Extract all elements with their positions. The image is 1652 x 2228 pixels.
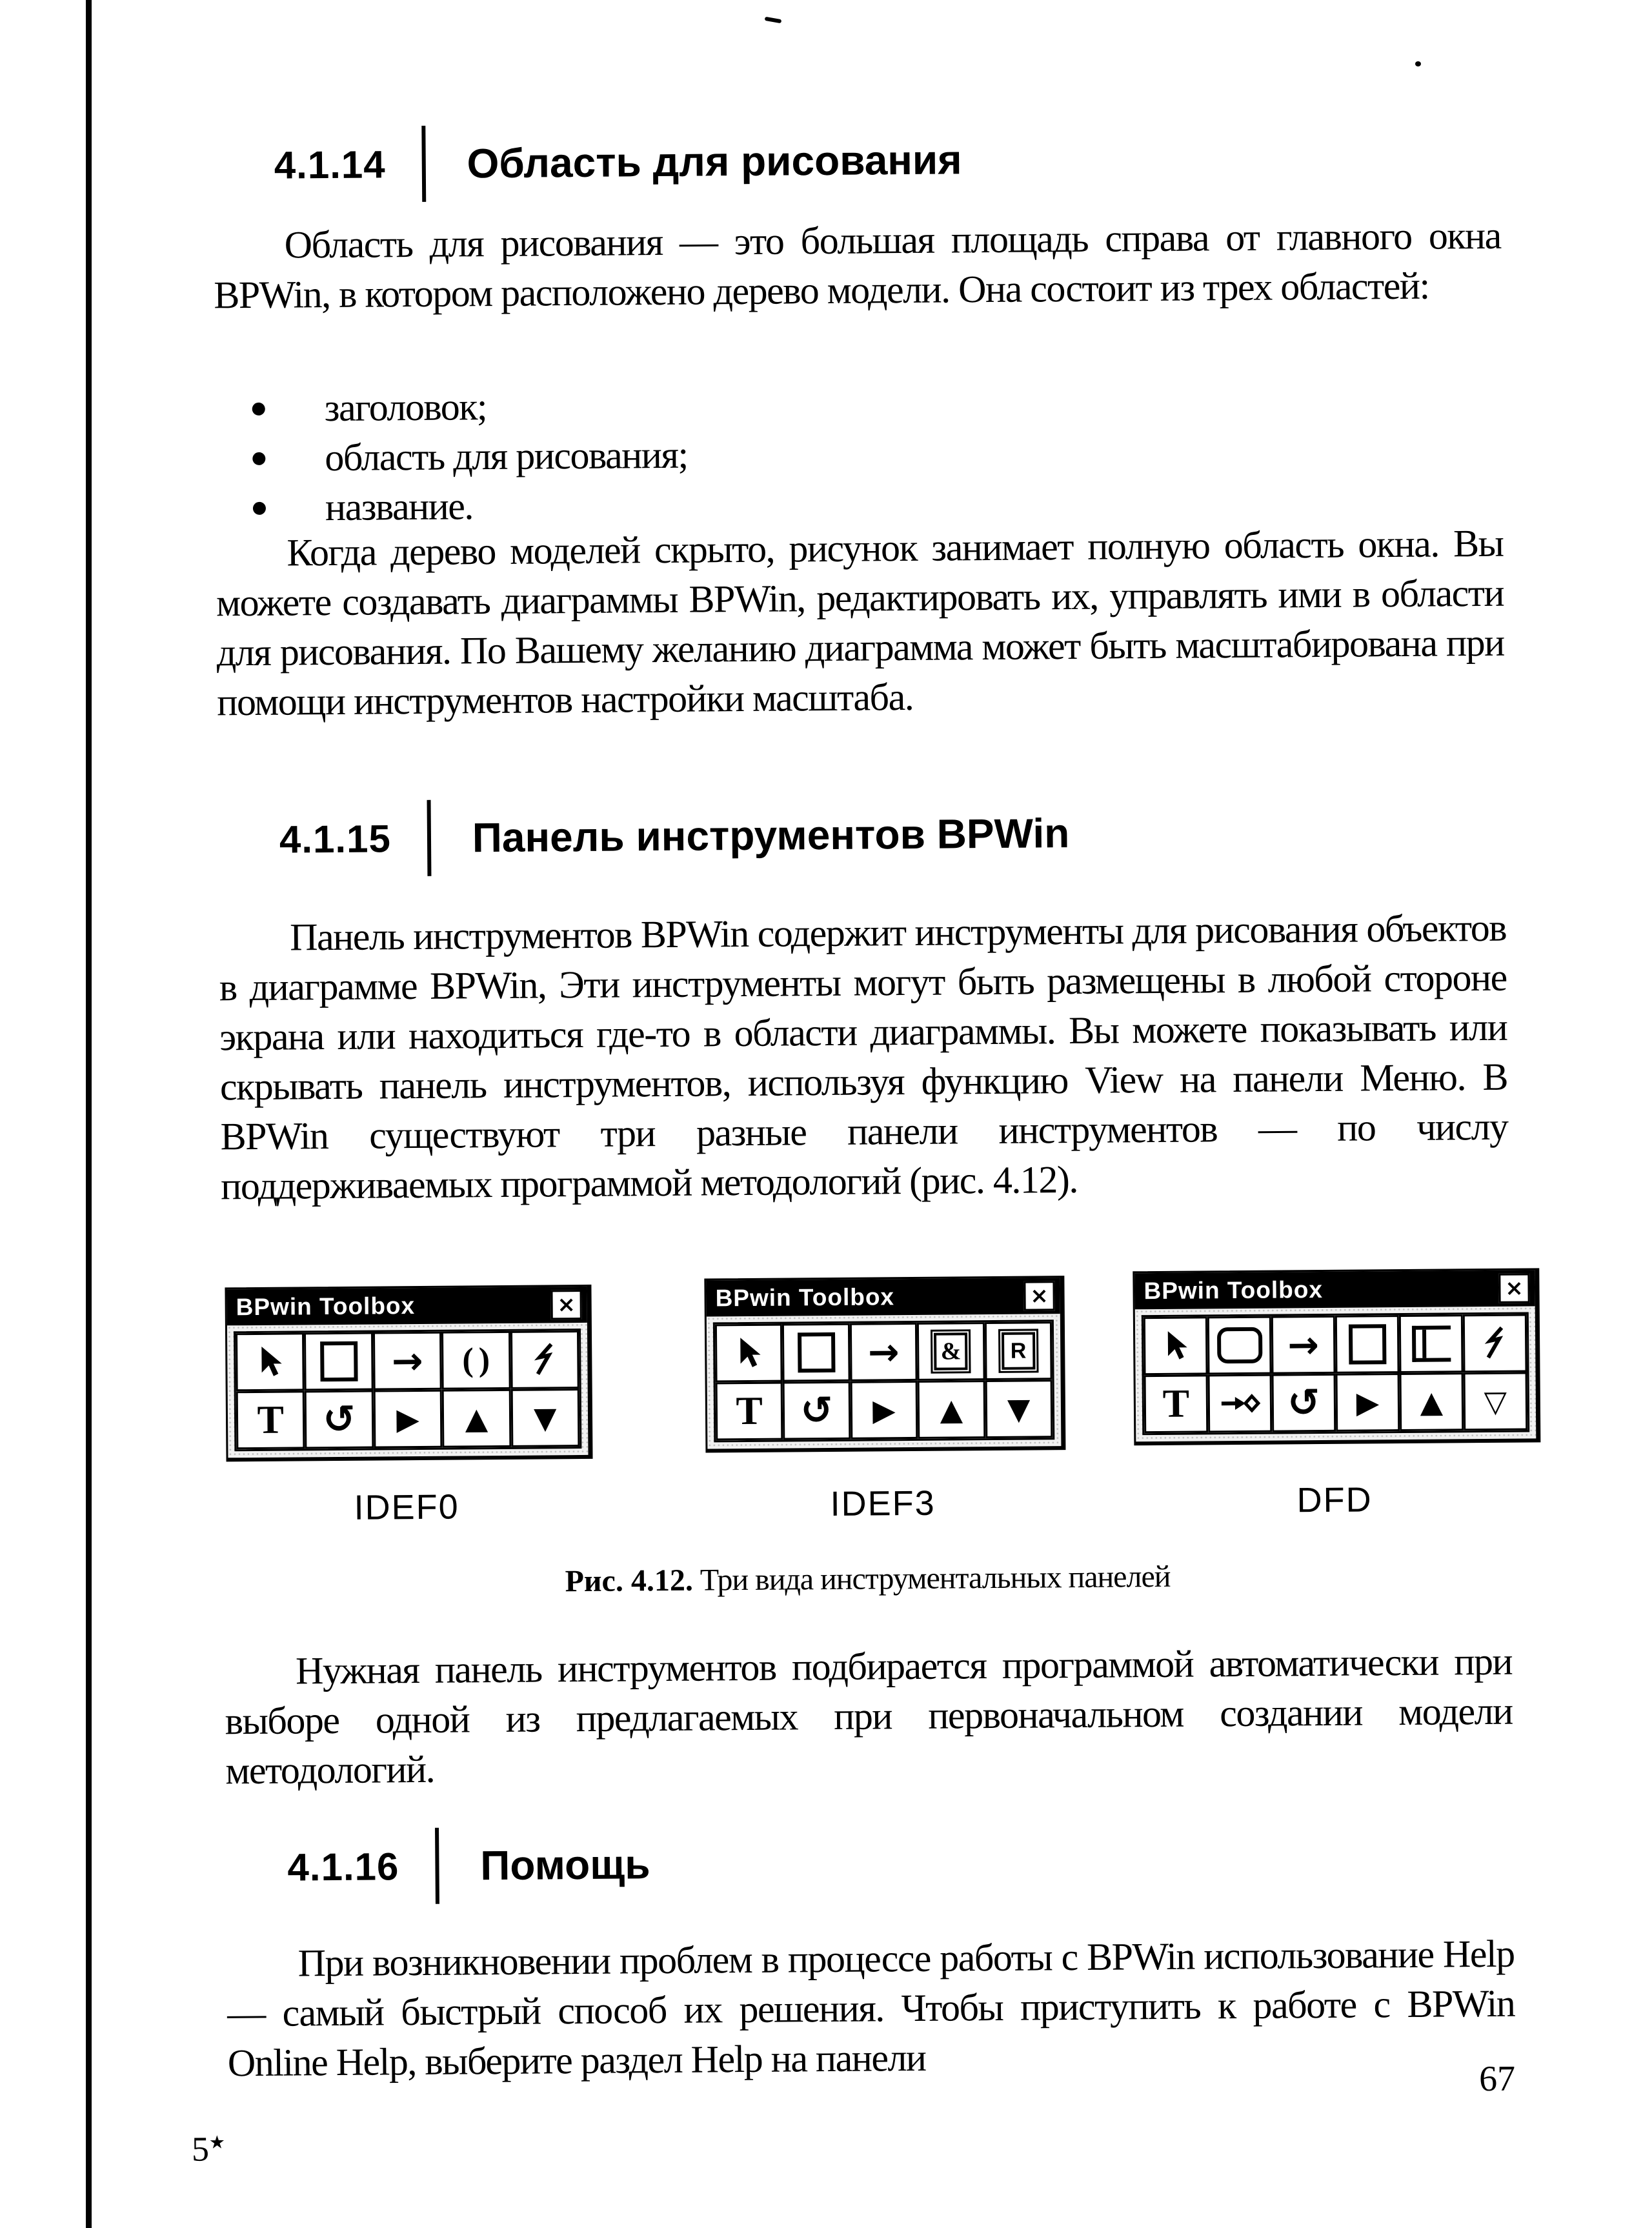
go-down-button <box>510 1389 579 1447</box>
text-tool-button <box>236 1390 305 1449</box>
arrow-diamond-icon <box>1219 1390 1260 1417</box>
go-up-button <box>442 1389 511 1448</box>
bullet-list <box>214 374 1503 534</box>
box-icon <box>320 1341 358 1381</box>
text-tool-icon: T <box>1162 1381 1190 1426</box>
section-title: Панель инструментов BPWin <box>472 810 1070 861</box>
pointer-icon <box>256 1345 284 1380</box>
figure-label-dfd: DFD <box>1296 1480 1373 1520</box>
triangle-up-icon: ▲ <box>940 1392 963 1427</box>
pointer-icon <box>734 1336 763 1370</box>
data-store-tool-button <box>1399 1314 1464 1373</box>
rotate-icon: ↺ <box>800 1387 833 1434</box>
bullet-icon <box>252 402 265 415</box>
toolbox-button-grid <box>234 1329 581 1451</box>
figure-label-idef0: IDEF0 <box>354 1487 459 1527</box>
go-child-button <box>850 1381 918 1440</box>
toolbox-titlebar <box>706 1278 1060 1316</box>
heading-divider <box>421 126 426 202</box>
toolbox-title: BPwin Toolbox <box>715 1283 895 1312</box>
pointer-tool-button <box>715 1324 783 1383</box>
squiggle-icon: () <box>462 1341 496 1379</box>
arrow-tool-button <box>850 1323 918 1381</box>
text-tool-button <box>1144 1374 1209 1433</box>
toolbox-titlebar <box>1134 1270 1535 1309</box>
referent-tool-button <box>984 1321 1052 1380</box>
text-tool-icon: T <box>736 1389 763 1434</box>
pointer-tool-button <box>236 1332 305 1391</box>
go-down-button <box>1464 1372 1528 1430</box>
rounded-box-icon <box>1216 1327 1262 1364</box>
bullet-label: область для рисования; <box>325 433 688 479</box>
triangle-up-icon: ▲ <box>465 1401 489 1436</box>
signature-number: 5 <box>191 2129 210 2169</box>
figure-caption <box>224 1556 1511 1602</box>
bullet-label: название. <box>325 485 474 529</box>
process-box-tool-button <box>1335 1315 1400 1374</box>
section-heading-4-1-14 <box>274 121 962 203</box>
close-button <box>1023 1281 1054 1310</box>
triangle-up-icon: ▲ <box>1420 1384 1444 1420</box>
figure-toolbox-dfd <box>1133 1268 1540 1445</box>
figure-label-idef3: IDEF3 <box>830 1483 936 1523</box>
section-heading-4-1-15 <box>279 795 1070 878</box>
lightning-icon <box>532 1341 558 1378</box>
figure-caption-number: Рис. 4.12. <box>565 1563 694 1599</box>
go-child-button <box>373 1390 442 1449</box>
bullet-icon <box>252 452 265 465</box>
signature-mark <box>192 2129 226 2169</box>
junction-icon: & <box>934 1332 967 1370</box>
play-icon: ▶ <box>396 1401 419 1437</box>
close-icon: × <box>1030 1283 1049 1309</box>
paragraph-help-intro: При возникновении проблем в процессе работы с BPWin использование Help — самый быстрый способ их решения. Чтобы приступить к работе с BPWin Online Help, выберите раздел Help на панели <box>227 1932 1515 2085</box>
box-icon <box>1348 1324 1385 1364</box>
rotate-tool-button <box>1272 1374 1336 1432</box>
rotate-tool-button <box>305 1390 374 1449</box>
data-store-icon <box>1411 1325 1450 1361</box>
rotate-tool-button <box>783 1381 851 1440</box>
close-button <box>1498 1273 1529 1303</box>
paragraph-toolbox-auto-select: Нужная панель инструментов подбирается программой автоматически при выборе одной из предлагаемых при первоначальном создании модели методологий. <box>225 1640 1513 1792</box>
triangle-down-icon: ▼ <box>533 1400 557 1436</box>
heading-divider <box>427 800 431 876</box>
figure-toolbox-idef3 <box>704 1276 1065 1452</box>
go-up-button <box>1400 1372 1464 1431</box>
close-icon: × <box>557 1292 576 1318</box>
play-icon: ▶ <box>1356 1385 1380 1420</box>
triangle-down-outline-icon: ▽ <box>1484 1383 1507 1420</box>
referent-icon: R <box>1002 1332 1035 1369</box>
heading-divider <box>435 1828 439 1904</box>
paragraph-toolbox-description: Панель инструментов BPWin содержит инструменты для рисования объектов в диаграмме BPWin, Эти инструменты могут быть размещены в любой стороне экрана или находиться где-то в области диаграммы. Вы можете показывать или скрывать панель инструментов, используя функцию View на панели Меню. В BPWin существуют три разные панели инструментов — по числу поддерживаемых программой методологий (рис. 4.12). <box>219 906 1508 1208</box>
text-tool-button <box>716 1382 783 1441</box>
figure-caption-text: Три вида инструментальных панелей <box>692 1559 1171 1598</box>
arrow-right-icon: → <box>1287 1323 1320 1367</box>
box-icon <box>798 1332 835 1372</box>
close-button <box>550 1290 581 1320</box>
section-title: Помощь <box>480 1841 650 1889</box>
paragraph-model-tree-hidden: Когда дерево моделей скрыто, рисунок занимает полную область окна. Вы можете создавать диаграммы BPWin, редактировать их, управлять ими в области для рисования. По Вашему желанию диаграмма может быть масштабирована при помощи инструментов настройки масштаба. <box>216 521 1504 724</box>
unit-of-work-tool-button <box>782 1323 850 1382</box>
figure-toolbox-idef0 <box>225 1285 592 1461</box>
triangle-down-icon: ▼ <box>1007 1391 1031 1427</box>
go-child-button <box>1336 1373 1400 1432</box>
toolbox-button-grid <box>1142 1312 1529 1435</box>
bolt-tool-button <box>510 1330 579 1389</box>
toolbox-titlebar <box>227 1287 587 1325</box>
section-number: 4.1.14 <box>274 142 386 187</box>
arrow-right-icon: → <box>867 1330 900 1374</box>
paragraph-drawing-area-intro: Область для рисования — это большая площадь справа от главного окна BPWin, в котором расположено дерево модели. Она состоит из трех областей: <box>214 214 1501 317</box>
squiggle-tool-button <box>441 1331 510 1390</box>
section-number: 4.1.16 <box>287 1844 399 1889</box>
signature-star-icon: ★ <box>208 2131 226 2153</box>
pointer-tool-button <box>1143 1316 1208 1375</box>
toolbox-title: BPwin Toolbox <box>236 1292 416 1321</box>
toolbox-title: BPwin Toolbox <box>1143 1276 1324 1305</box>
rotate-icon: ↺ <box>1287 1380 1320 1426</box>
toolbox-button-grid <box>713 1320 1054 1442</box>
go-down-button <box>985 1380 1053 1438</box>
arrow-right-icon: → <box>391 1338 423 1383</box>
lightning-icon <box>1482 1325 1507 1361</box>
arrow-tool-button <box>373 1332 442 1390</box>
section-number: 4.1.15 <box>279 816 392 861</box>
junction-tool-button <box>917 1322 985 1381</box>
pointer-icon <box>1162 1329 1189 1363</box>
link-diamond-tool-button <box>1208 1374 1273 1433</box>
bullet-label: заголовок; <box>324 385 487 430</box>
external-entity-tool-button <box>1207 1316 1272 1375</box>
bolt-tool-button <box>1463 1314 1527 1372</box>
arrow-tool-button <box>1271 1316 1336 1374</box>
go-up-button <box>918 1380 985 1439</box>
close-icon: × <box>1505 1275 1524 1301</box>
play-icon: ▶ <box>872 1392 896 1428</box>
rotate-icon: ↺ <box>323 1396 356 1443</box>
bullet-icon <box>253 501 266 514</box>
page-number: 67 <box>1478 2058 1516 2100</box>
section-heading-4-1-16 <box>287 1826 650 1905</box>
section-title: Область для рисования <box>467 136 962 187</box>
activity-box-tool-button <box>304 1332 373 1391</box>
text-tool-icon: T <box>257 1398 285 1442</box>
